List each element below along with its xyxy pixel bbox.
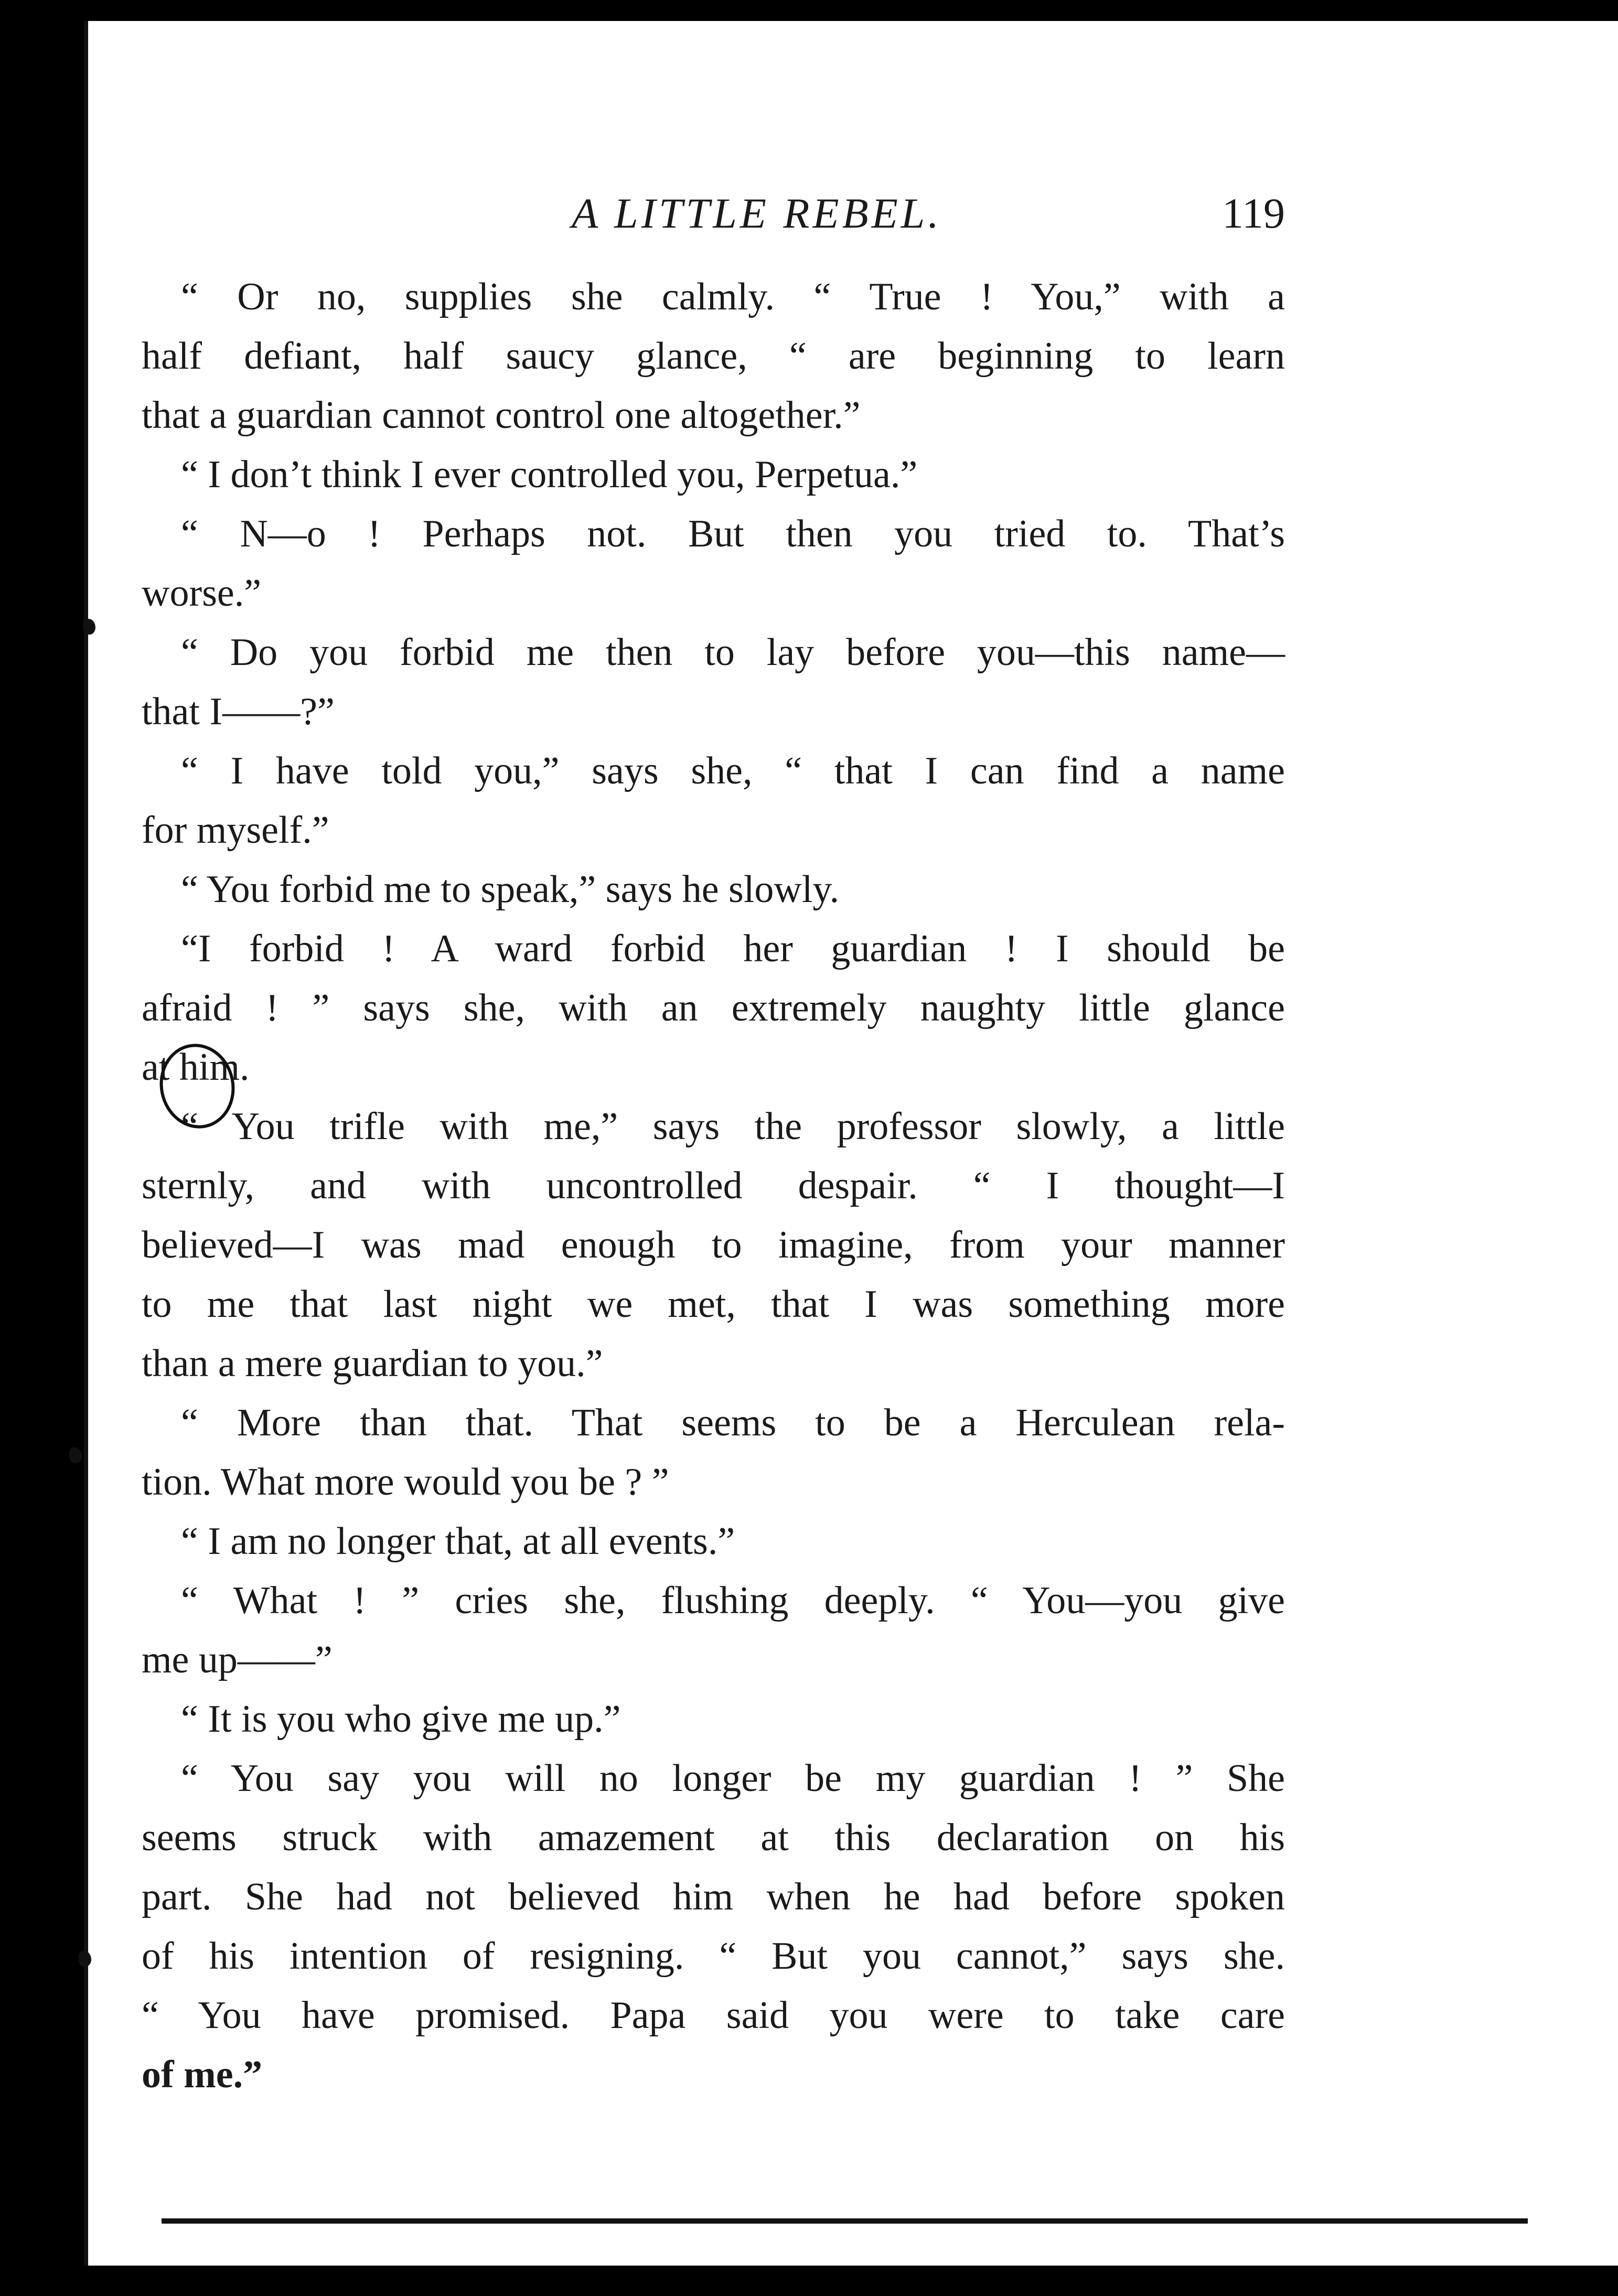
- running-title: A LITTLE REBEL.: [572, 189, 942, 237]
- text-line: “ It is you who give me up.”: [181, 1698, 621, 1741]
- text-line: “ More than that. That seems to be a Herculean rela-: [181, 1401, 1285, 1444]
- text-line: tion. What more would you be ? ”: [142, 1461, 669, 1504]
- text-line: seems struck with amazement at this declaration on his: [142, 1816, 1285, 1859]
- text-line: “ Or no, supplies she calmly. “ True ! You,” with a: [181, 275, 1285, 318]
- text-line: “ You say you will no longer be my guardian ! ” She: [181, 1757, 1285, 1800]
- margin-blot-icon: [83, 619, 95, 635]
- text-line: sternly, and with uncontrolled despair. “ I thought—I: [142, 1164, 1285, 1207]
- text-line: to me that last night we met, that I was something more: [142, 1283, 1285, 1326]
- text-line: “I forbid ! A ward forbid her guardian ! I should be: [181, 927, 1285, 970]
- text-line: afraid ! ” says she, with an extremely naughty little glance: [142, 986, 1285, 1029]
- text-line: me up——”: [142, 1638, 333, 1681]
- text-line: “ N—o ! Perhaps not. But then you tried to. That’s: [181, 512, 1285, 555]
- page-number: 119: [1222, 189, 1285, 237]
- text-line: “ You trifle with me,” says the professor slowly, a little: [181, 1105, 1285, 1148]
- text-line: that I——?”: [142, 690, 335, 733]
- body-text: [142, 267, 1285, 2105]
- book-binding-shadow: [52, 31, 78, 2266]
- text-line: for myself.”: [142, 809, 329, 852]
- text-line: believed—I was mad enough to imagine, from your manner: [142, 1224, 1285, 1267]
- text-line: “ What ! ” cries she, flushing deeply. “ You—you give: [181, 1579, 1285, 1622]
- text-line: than a mere guardian to you.”: [142, 1342, 603, 1385]
- text-line: that a guardian cannot control one altogether.”: [142, 394, 861, 437]
- text-line: of me.”: [142, 2053, 263, 2096]
- text-line: part. She had not believed him when he had before spoken: [142, 1875, 1285, 1918]
- margin-blot-icon: [79, 1951, 91, 1967]
- page-bottom-edge: [162, 2218, 1528, 2224]
- running-head: [142, 189, 1285, 241]
- text-line: at him.: [142, 1046, 250, 1089]
- text-line: half defiant, half saucy glance, “ are beginning to learn: [142, 335, 1285, 378]
- text-line: “ I have told you,” says she, “ that I can find a name: [181, 749, 1285, 792]
- text-line: worse.”: [142, 572, 262, 615]
- margin-blot-icon: [69, 1447, 82, 1463]
- text-line: “ You forbid me to speak,” says he slowly.: [181, 868, 840, 911]
- text-line: “ I don’t think I ever controlled you, Perpetua.”: [181, 453, 918, 496]
- text-line: “ I am no longer that, at all events.”: [181, 1520, 735, 1563]
- text-line: “ You have promised. Papa said you were to take care: [142, 1994, 1285, 2037]
- text-line: of his intention of resigning. “ But you cannot,” says she.: [142, 1935, 1285, 1978]
- text-line: “ Do you forbid me then to lay before you—this name—: [181, 631, 1285, 674]
